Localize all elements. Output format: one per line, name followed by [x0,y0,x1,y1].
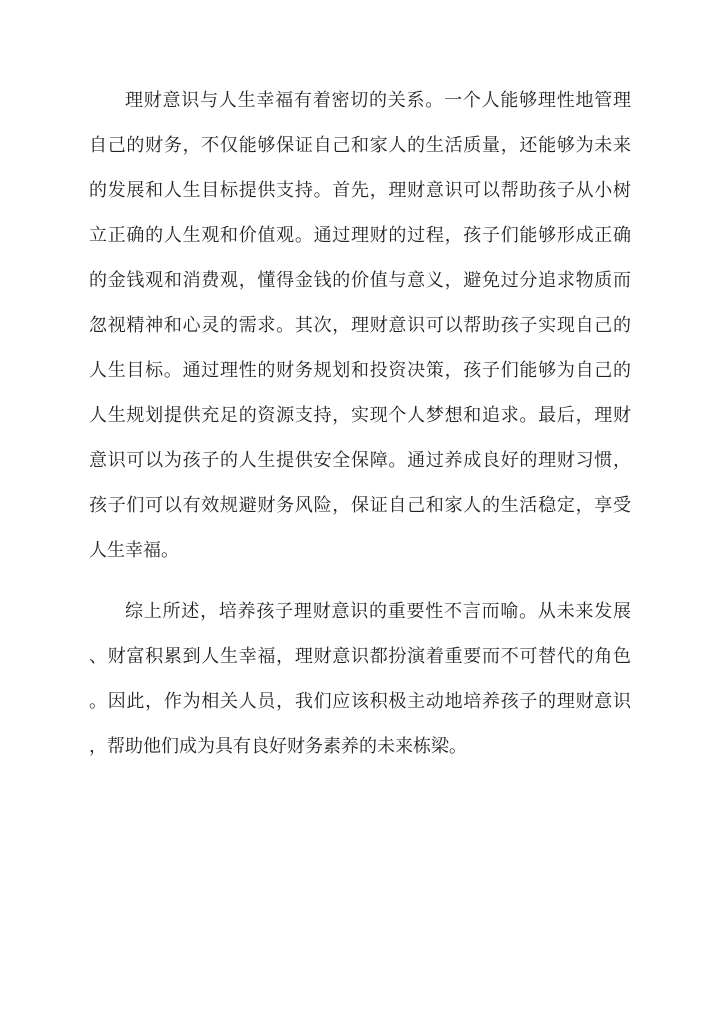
text-line: 人生幸福。 [89,540,179,561]
text-line: 的金钱观和消费观，懂得金钱的价值与意义，避免过分追求物质而 [89,270,631,291]
text-line: 孩子们可以有效规避财务风险，保证自己和家人的生活稳定，享受 [89,495,631,516]
paragraph-1 [89,78,631,573]
text-line: 忽视精神和心灵的需求。其次，理财意识可以帮助孩子实现自己的 [89,315,631,336]
text-line: 理财意识与人生幸福有着密切的关系。一个人能够理性地管理 [125,90,631,111]
text-line: 的发展和人生目标提供支持。首先，理财意识可以帮助孩子从小树 [89,180,631,201]
text-line: 意识可以为孩子的人生提供安全保障。通过养成良好的理财习惯， [89,450,631,471]
paragraph-2 [89,589,631,769]
text-line: 人生目标。通过理性的财务规划和投资决策，孩子们能够为自己的 [89,360,631,381]
text-line: 综上所述，培养孩子理财意识的重要性不言而喻。从未来发展 [125,601,631,622]
document-body [89,78,631,769]
text-line: 。因此，作为相关人员，我们应该积极主动地培养孩子的理财意识 [89,691,631,712]
text-line: 立正确的人生观和价值观。通过理财的过程，孩子们能够形成正确 [89,225,631,246]
text-line: 自己的财务，不仅能够保证自己和家人的生活质量，还能够为未来 [89,135,631,156]
text-line: 、财富积累到人生幸福，理财意识都扮演着重要而不可替代的角色 [89,646,631,667]
text-line: 人生规划提供充足的资源支持，实现个人梦想和追求。最后，理财 [89,405,631,426]
text-line: ，帮助他们成为具有良好财务素养的未来栋梁。 [89,736,467,757]
